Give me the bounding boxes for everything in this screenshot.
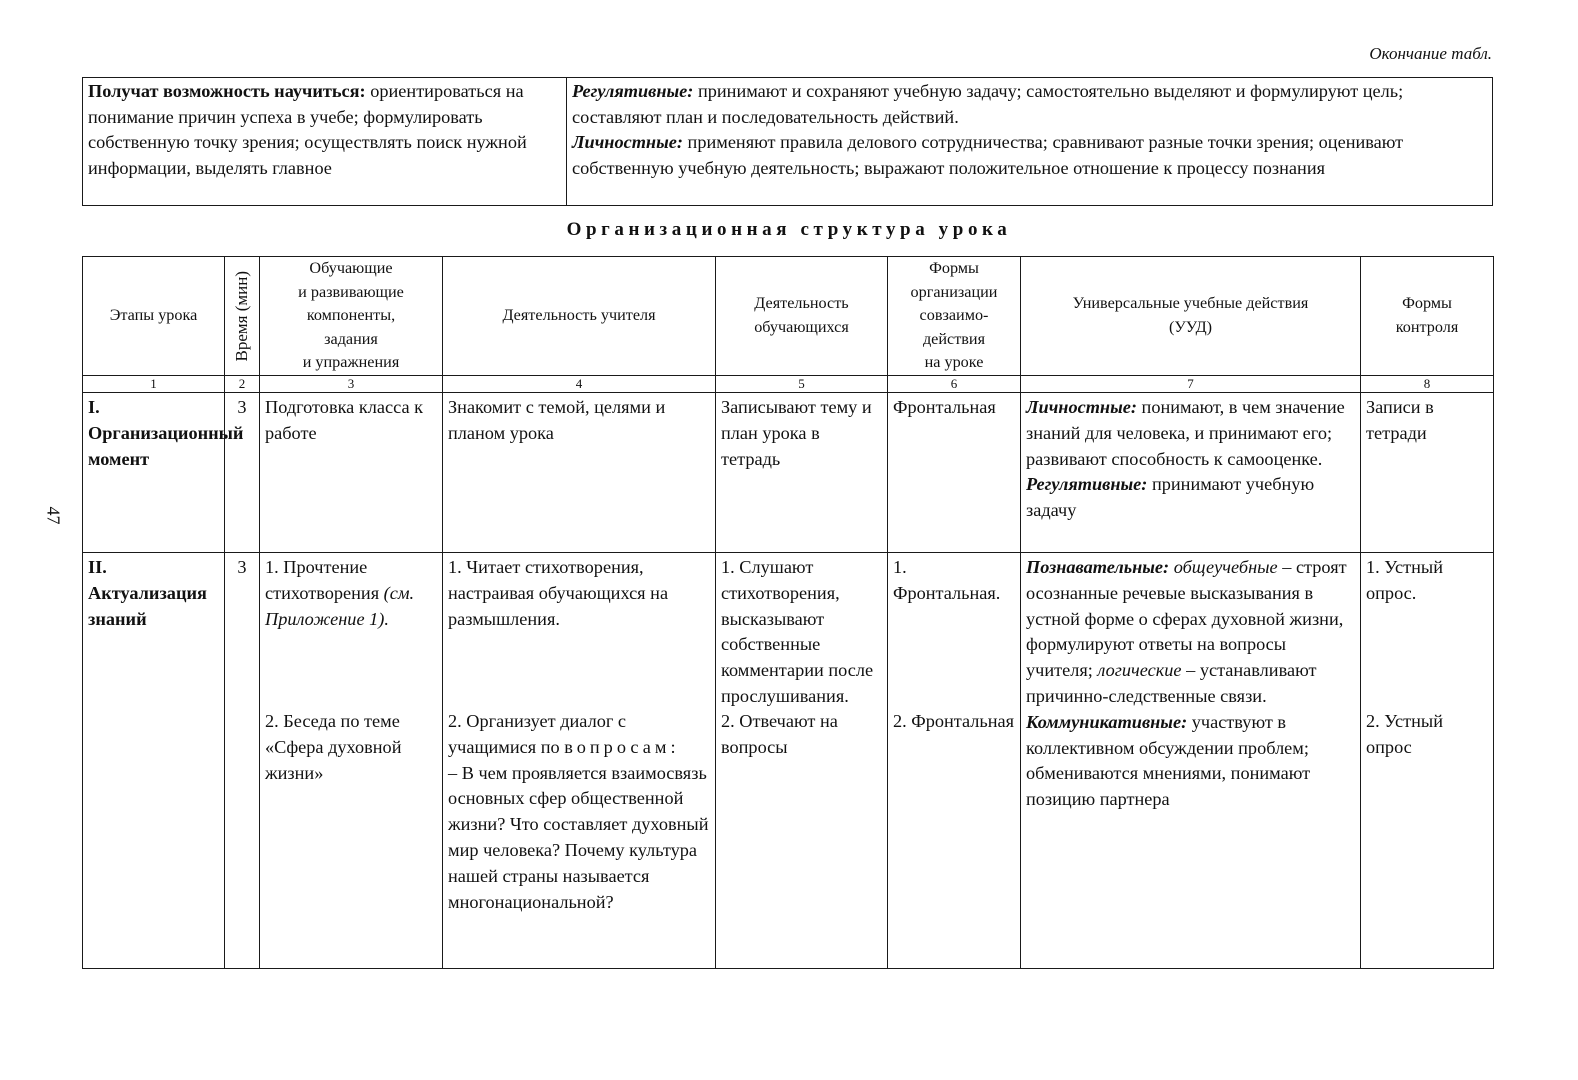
- teacher-item: 1. Читает стихотворения, настраивая обучающихся на размышления.: [448, 556, 669, 629]
- header-line: действия: [922, 329, 986, 348]
- component-item: 2. Беседа по теме «Сфера духовной жизни»: [265, 710, 402, 783]
- interaction-form-cell: Фронтальная: [888, 392, 1021, 552]
- personal-text: понимают, в чем значение знаний для человека, и принимают его; развивают способность к самооценке.: [1026, 396, 1345, 469]
- header-line: Обучающие: [309, 259, 393, 277]
- teacher-activity-cell: [443, 552, 716, 968]
- uud-cell: [1021, 552, 1361, 968]
- column-number: 1: [83, 375, 225, 392]
- header-line: (УУД): [1168, 317, 1213, 336]
- control-form-cell: Записи в тетради: [1361, 392, 1494, 552]
- time-cell: 3: [225, 392, 260, 552]
- column-number: 2: [225, 375, 260, 392]
- header-control-forms: [1361, 257, 1494, 376]
- component-text: 1. Прочтение стихотворения: [265, 556, 384, 603]
- table-row: [83, 78, 1493, 206]
- header-line: на уроке: [924, 353, 984, 372]
- teacher-activity-cell: Знакомит с темой, целями и планом урока: [443, 392, 716, 552]
- header-line: компоненты,: [306, 306, 396, 325]
- regulative-label: Регулятивные:: [1026, 474, 1148, 495]
- header-line: обучающихся: [754, 317, 849, 336]
- header-stages: Этапы урока: [83, 257, 225, 376]
- column-number: 7: [1021, 375, 1361, 392]
- header-time: [225, 257, 260, 376]
- cognitive-label: Познавательные:: [1026, 556, 1170, 577]
- page-number: 47: [43, 506, 64, 525]
- regulative-text: принимают учебную задачу: [1026, 474, 1315, 521]
- teacher-questions: – В чем проявляется взаимосвязь основных сфер общественной жизни? Что составляет духовный мир человека? Почему культура нашей страны называется многонациональной?: [448, 762, 709, 912]
- header-line: и развивающие: [298, 282, 404, 301]
- form-item: 2. Фронтальная: [893, 710, 1015, 731]
- header-row: [83, 257, 1494, 376]
- learning-opportunities-label: Получат возможность научиться:: [88, 81, 366, 101]
- component-reference: (см. Приложение 1).: [265, 582, 415, 629]
- header-line: Деятельность: [754, 294, 849, 313]
- header-line: организации: [910, 282, 998, 301]
- personal-text: применяют правила делового сотрудничества; сравнивают разные точки зрения; оценивают собственную учебную деятельность; выражают положительное отношение к процессу познания: [572, 132, 1404, 178]
- communicative-label: Коммуникативные:: [1026, 711, 1188, 732]
- header-line: и упражнения: [302, 353, 400, 372]
- control-item: 1. Устный опрос.: [1366, 556, 1443, 603]
- components-cell: Подготовка класса к работе: [260, 392, 443, 552]
- table-row: [83, 552, 1494, 968]
- column-number: 5: [716, 375, 888, 392]
- stage-cell: I. Организационный момент: [83, 392, 225, 552]
- interaction-form-cell: [888, 552, 1021, 968]
- column-number: 3: [260, 375, 443, 392]
- control-item: 2. Устный опрос: [1366, 710, 1443, 757]
- personal-label: Личностные:: [572, 132, 683, 153]
- cognitive-subtype: общеучебные: [1169, 556, 1278, 577]
- cognitive-subtype: логические: [1097, 660, 1182, 681]
- column-number: 6: [888, 375, 1021, 392]
- time-cell: 3: [225, 552, 260, 968]
- header-line: Формы: [929, 259, 979, 277]
- results-table-continuation: [82, 77, 1493, 206]
- column-number: 4: [443, 375, 716, 392]
- communicative-text: участвуют в коллективном обсуждении проблем; обмениваются мнениями, понимают позицию партнера: [1026, 711, 1311, 810]
- teacher-item: [448, 709, 710, 915]
- lesson-structure-table: [82, 256, 1494, 969]
- stage-cell: II. Актуализация знаний: [83, 552, 225, 968]
- regulative-label: Регулятивные:: [572, 81, 694, 101]
- form-item: 1. Фронтальная.: [893, 556, 1001, 603]
- header-interaction-forms: [888, 257, 1021, 376]
- personal-label: Личностные:: [1026, 396, 1137, 417]
- uud-summary-cell: [567, 78, 1493, 206]
- learning-opportunities-cell: [83, 78, 567, 206]
- cognitive-text: – устанавливают причинно-следственные связи.: [1026, 660, 1317, 706]
- uud-cell: [1021, 392, 1361, 552]
- header-student-activity: [716, 257, 888, 376]
- header-line: совзаимо-: [919, 306, 989, 325]
- column-number-row: [83, 375, 1494, 392]
- table-row: [83, 392, 1494, 552]
- header-line: контроля: [1395, 317, 1459, 336]
- continuation-label: Окончание табл.: [1369, 44, 1492, 63]
- teacher-text: 2. Организует диалог с учащимися по: [448, 710, 627, 757]
- student-activity-cell: Записывают тему и план урока в тетрадь: [716, 392, 888, 552]
- student-activity-cell: [716, 552, 888, 968]
- header-line: Формы: [1402, 294, 1452, 313]
- regulative-text: принимают и сохраняют учебную задачу; самостоятельно выделяют и формулируют цель; составляют план и последовательность действий.: [572, 81, 1404, 127]
- header-time-label: Время (мин): [232, 270, 252, 362]
- header-teacher-activity: Деятельность учителя: [443, 257, 716, 376]
- student-item: 1. Слушают стихотворения, высказывают собственные комментарии после прослушивания.: [721, 556, 874, 706]
- components-cell: [260, 552, 443, 968]
- teacher-text-spaced: вопросам:: [564, 736, 680, 757]
- student-item: 2. Отвечают на вопросы: [721, 710, 838, 757]
- header-components: [260, 257, 443, 376]
- component-item: [265, 555, 437, 709]
- learning-opportunities-text: ориентироваться на понимание причин успеха в учебе; формулировать собственную точку зрения; осуществлять поиск нужной информации, выделять главное: [88, 81, 527, 178]
- header-line: задания: [324, 329, 378, 348]
- column-number: 8: [1361, 375, 1494, 392]
- header-uud: [1021, 257, 1361, 376]
- header-line: Универсальные учебные действия: [1072, 294, 1309, 313]
- control-form-cell: [1361, 552, 1494, 968]
- cognitive-text: – строят осознанные речевые высказывания в устной форме о сферах духовной жизни, формулируют ответы на вопросы учителя;: [1026, 556, 1347, 681]
- section-title: Организационная структура урока: [566, 219, 1012, 240]
